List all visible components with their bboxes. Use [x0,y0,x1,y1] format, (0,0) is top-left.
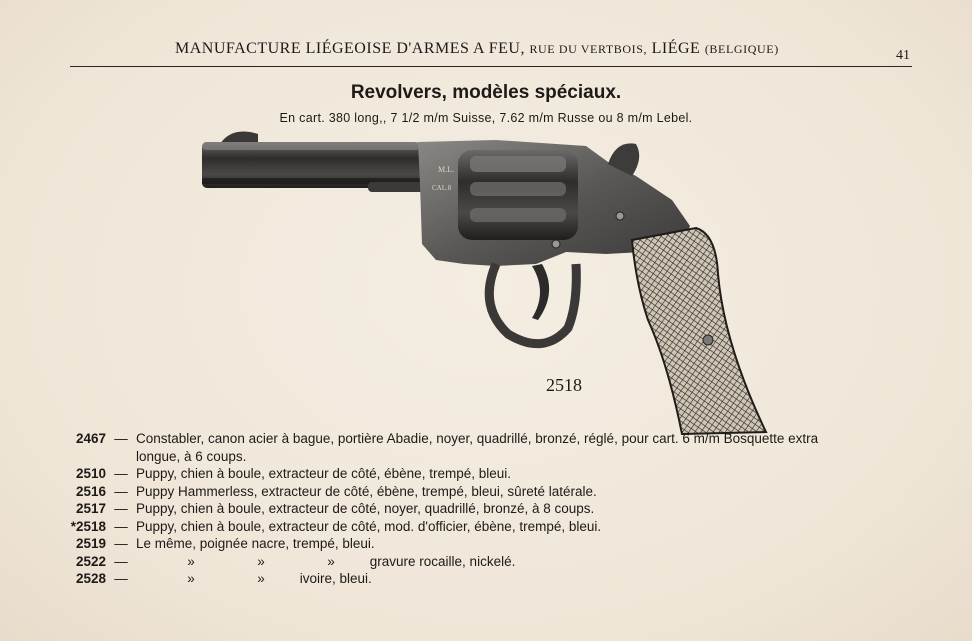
trigger-guard [489,264,576,344]
list-item [60,483,920,501]
checkered-grip [632,228,766,434]
ditto-mark: » [187,553,195,569]
list-item [60,553,920,571]
section-title: Revolvers, modèles spéciaux. [350,82,622,103]
section-subtitle: En cart. 380 long,, 7 1/2 m/m Suisse, 7.62 m/m Russe ou 8 m/m Lebel. [279,111,693,125]
illustration-caption: 2518 [546,375,582,395]
header-street: RUE DU VERTBOIS, [529,42,648,56]
header-city: LIÉGE [651,40,701,57]
trigger [532,264,549,320]
ditto-mark: » [327,553,335,569]
item-dash: — [114,501,128,516]
item-description [136,570,920,588]
header-rule [70,66,912,67]
list-item [60,500,920,518]
item-description: Puppy, chien à boule, extracteur de côté, ébène, trempé, bleui. [136,466,511,481]
item-description: Puppy, chien à boule, extracteur de côté, mod. d'officier, ébène, trempé, bleui. [136,518,602,534]
item-number: 2517 [75,501,106,516]
ditto-mark: » [257,553,265,569]
ditto-mark: » [257,571,265,586]
page-number: 41 [896,48,910,63]
item-dash: — [114,553,128,569]
list-item [60,430,920,448]
list-item [60,535,920,553]
item-number: 2528 [75,571,106,586]
item-number: 2516 [75,483,106,499]
item-continuation: longue, à 6 coups. [136,448,247,464]
item-dash: — [114,536,128,551]
list-item [60,570,920,588]
item-number: 2510 [75,466,106,481]
item-number: 2467 [75,431,106,446]
item-text: gravure rocaille, nickelé. [369,553,516,569]
list-item [60,465,920,483]
item-description: Le même, poignée nacre, trempé, bleui. [136,536,375,551]
item-text: ivoire, bleui. [299,571,372,586]
ditto-mark: » [187,571,195,586]
engraving-mark-cal: CAL.8 [432,184,452,192]
item-dash: — [114,483,128,499]
engraving-mark-ml: M.L. [438,165,454,174]
item-description [136,553,920,571]
item-dash: — [114,571,128,586]
model-list [60,430,920,588]
item-dash: — [114,431,128,446]
revolver-illustration [196,124,776,440]
page-header [175,40,779,58]
item-dash: — [114,518,128,534]
list-item [60,518,920,536]
item-number: 2519 [75,536,106,551]
item-number: *2518 [70,518,106,534]
header-company: MANUFACTURE LIÉGEOISE D'ARMES A FEU, [175,40,525,57]
item-description: Puppy, chien à boule, extracteur de côté, noyer, quadrillé, bronzé, à 8 coups. [136,501,595,516]
item-description: Constabler, canon acier à bague, portière Abadie, noyer, quadrillé, bronzé, réglé, pour cart. 6 m/m Bosquette extra [136,431,819,446]
item-number: 2522 [75,553,106,569]
header-country: (BELGIQUE) [704,42,779,56]
item-description: Puppy Hammerless, extracteur de côté, ébène, trempé, bleui, sûreté latérale. [136,483,597,499]
item-dash: — [114,466,128,481]
